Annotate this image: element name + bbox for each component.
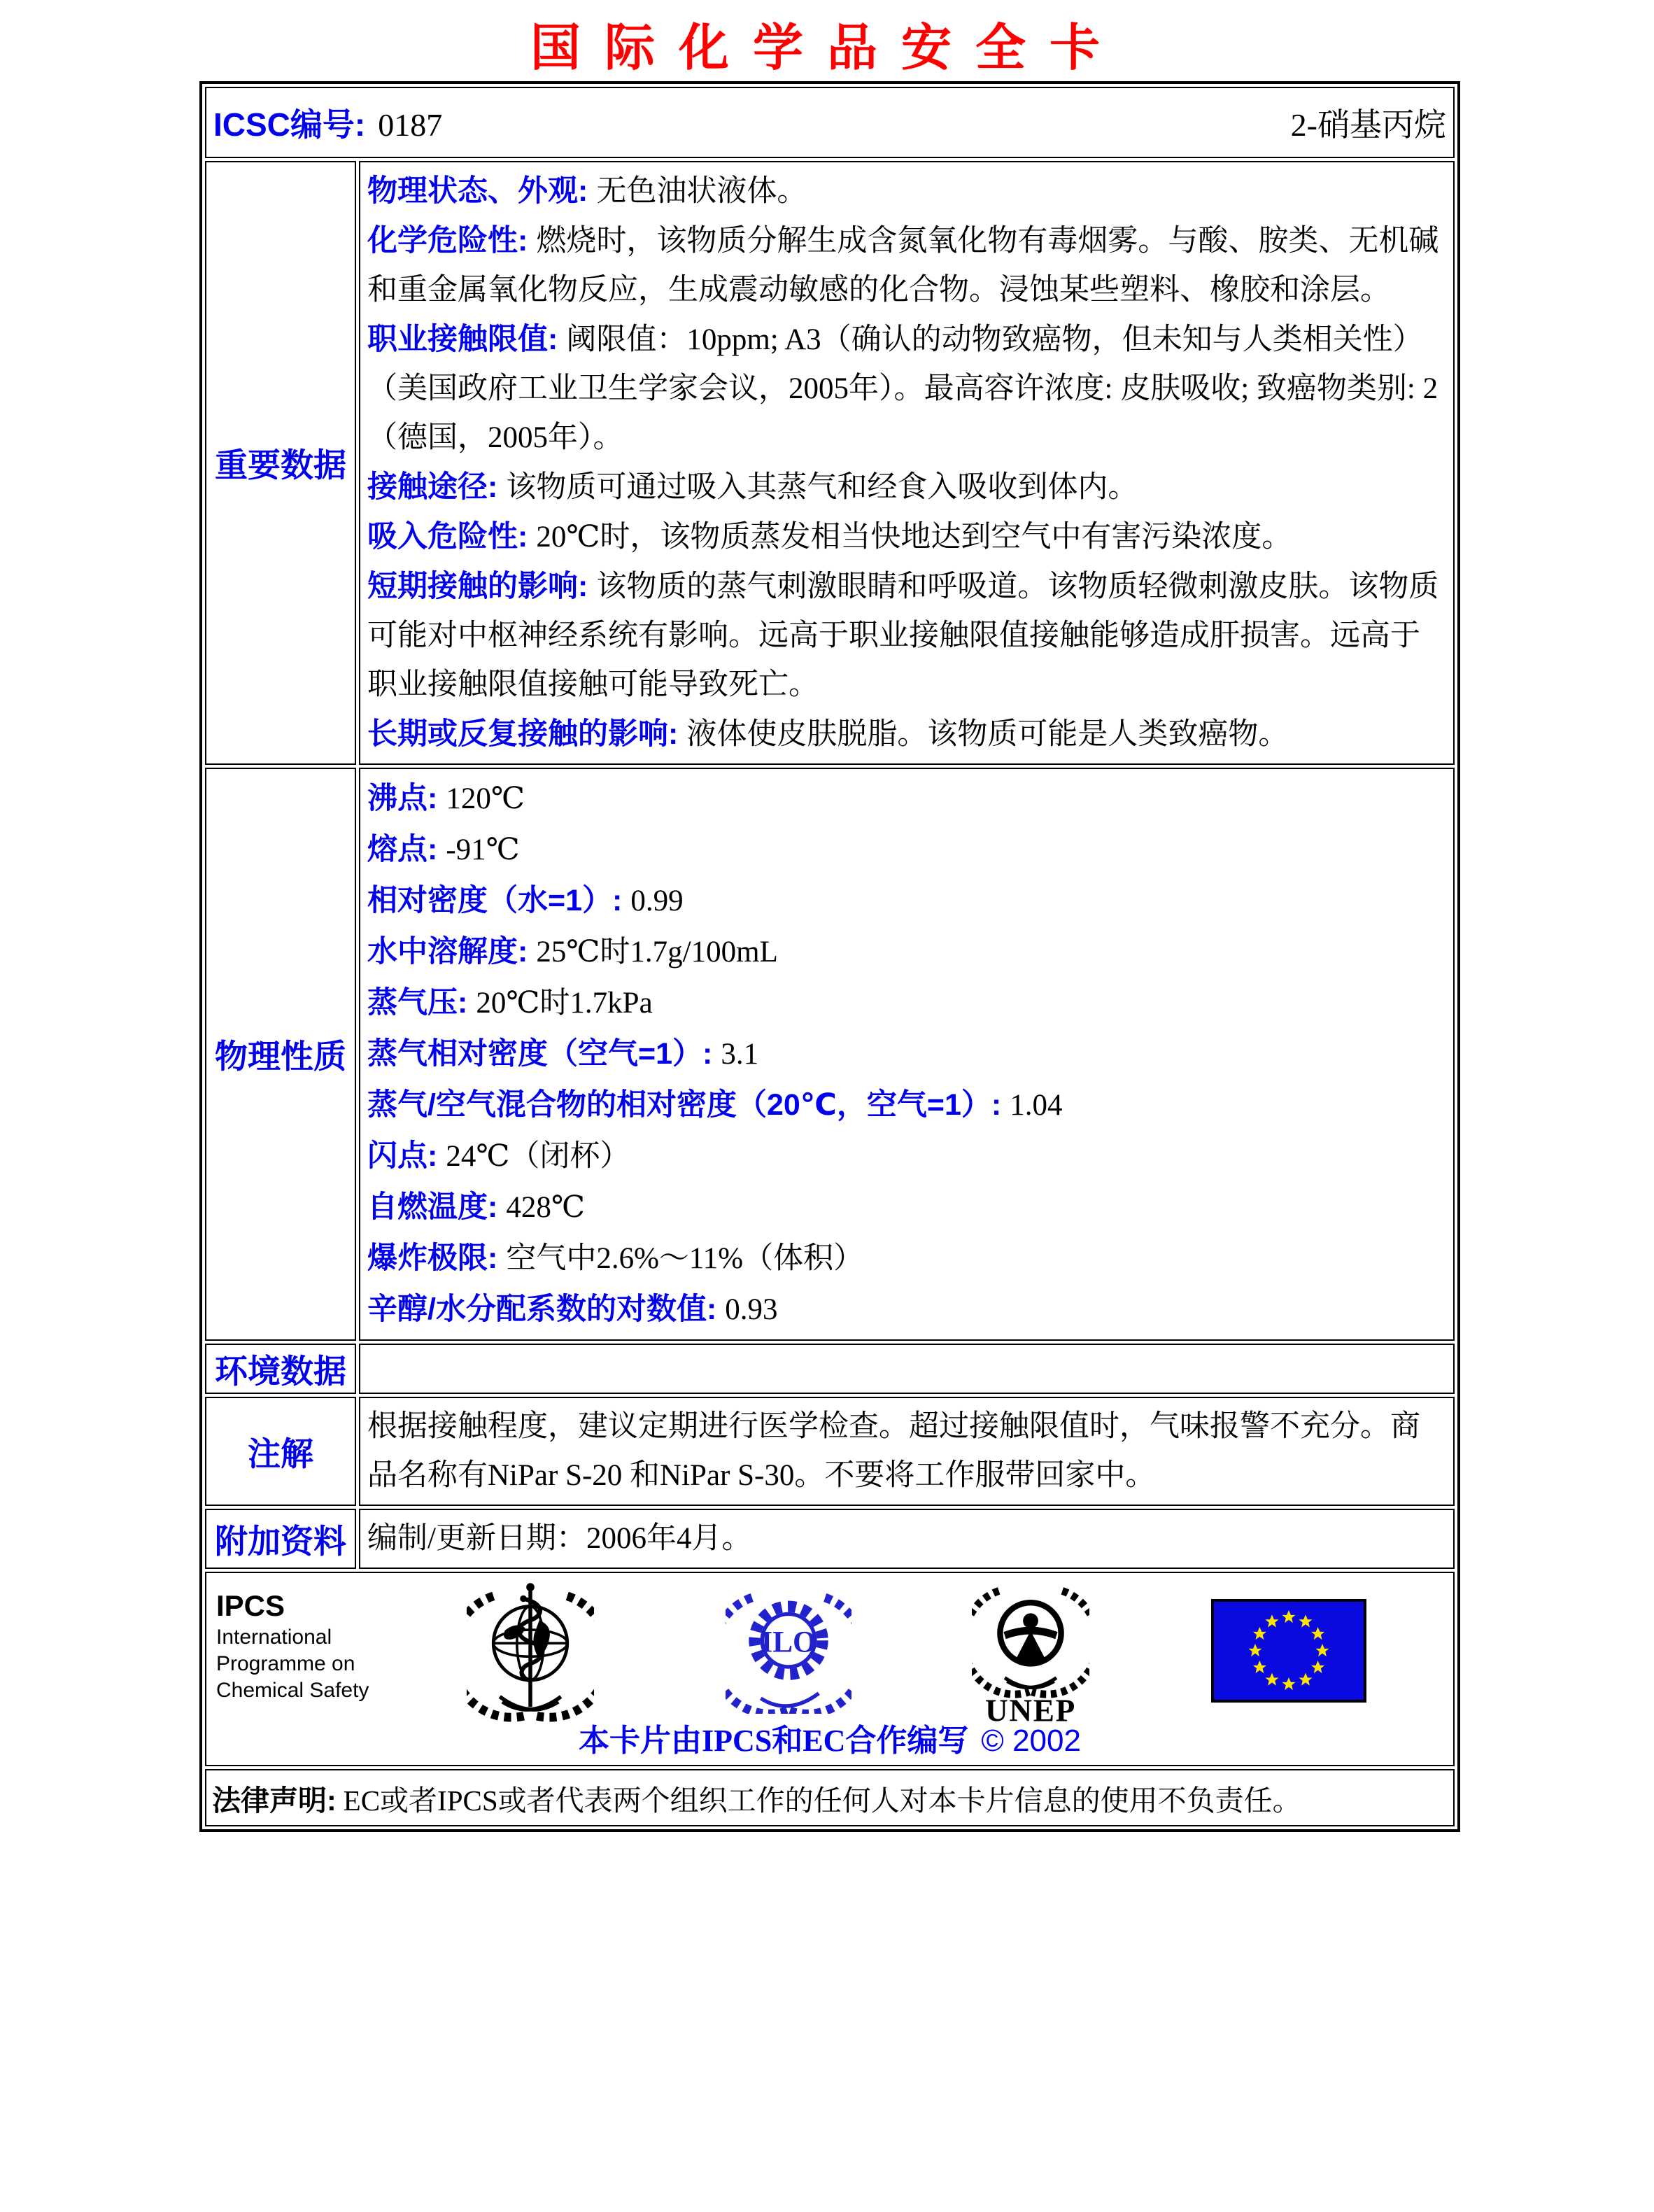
who-emblem-icon: [467, 1579, 594, 1727]
property-value: 3.1: [721, 1038, 759, 1071]
property-item: [367, 512, 1446, 562]
property-value: 1.04: [1010, 1089, 1063, 1122]
credit-text: 本卡片由IPCS和EC合作编写: [579, 1724, 969, 1758]
ipcs-line: International: [216, 1626, 332, 1649]
property-label: 接触途径:: [367, 470, 498, 504]
notes-row: [205, 1397, 1455, 1506]
ilo-letters: ILO: [761, 1626, 817, 1659]
card-header-cell: [205, 87, 1455, 158]
section-label-important-data: 重要数据: [205, 161, 356, 765]
property-value: 428℃: [506, 1191, 585, 1224]
property-value: 0.99: [630, 885, 684, 917]
eu-flag-icon: [1211, 1599, 1366, 1706]
legal-row: [205, 1769, 1455, 1826]
ipcs-line: Programme on: [216, 1652, 355, 1675]
property-item: [367, 167, 1446, 216]
page-title: 国际化学品安全卡: [530, 17, 1124, 77]
property-label: 长期或反复接触的影响:: [367, 717, 679, 751]
property-item: [367, 463, 1446, 512]
property-value: 24℃（闭杯）: [446, 1140, 630, 1173]
property-label: 水中溶解度:: [367, 935, 528, 968]
additional-info-content: [359, 1509, 1455, 1569]
property-item: [367, 1080, 1446, 1131]
property-item: [367, 216, 1446, 315]
logos-row: [205, 1572, 1455, 1766]
ipcs-abbr: IPCS: [216, 1589, 285, 1622]
property-value: -91℃: [446, 833, 520, 866]
important-data-row: [205, 161, 1455, 765]
credit-line: [206, 1715, 1453, 1760]
ilo-logo-icon: [726, 1582, 851, 1717]
additional-info-row: [205, 1509, 1455, 1569]
property-label: 物理状态、外观:: [367, 174, 588, 208]
logos-cell: [205, 1572, 1455, 1766]
card-header-row: [205, 87, 1455, 158]
property-value: 空气中2.6%～11%（体积）: [506, 1242, 864, 1275]
property-item: [367, 1182, 1446, 1233]
property-value: 阈限值：10ppm; A3（确认的动物致癌物，但未知与人类相关性）（美国政府工业卫生学家会议，2005年）。最高容许浓度: 皮肤吸收; 致癌物类别: 2（德国，2005年）。: [367, 323, 1439, 454]
property-item: [367, 824, 1446, 875]
notes-text: 根据接触程度，建议定期进行医学检查。超过接触限值时，气味报警不充分。商品名称有NiPar S-20 和NiPar S-30。不要将工作服带回家中。: [367, 1410, 1420, 1492]
property-value: 120℃: [446, 782, 525, 815]
additional-info-text: 编制/更新日期：2006年4月。: [367, 1522, 752, 1555]
property-label: 蒸气压:: [367, 986, 468, 1020]
property-label: 化学危险性:: [367, 224, 528, 258]
property-label: 闪点:: [367, 1139, 438, 1173]
property-label: 相对密度（水=1）:: [367, 884, 623, 917]
property-value: 0.93: [725, 1293, 778, 1326]
icsc-number-label: ICSC编号:: [213, 106, 366, 143]
notes-content: [359, 1397, 1455, 1506]
property-item: [367, 1131, 1446, 1182]
property-label: 熔点:: [367, 833, 438, 866]
property-item: [367, 927, 1446, 978]
property-label: 蒸气相对密度（空气=1）:: [367, 1037, 713, 1071]
unep-letters: UNEP: [985, 1693, 1076, 1727]
property-item: [367, 1233, 1446, 1284]
icsc-number-value: 0187: [378, 107, 443, 143]
legal-text: EC或者IPCS或者代表两个组织工作的任何人对本卡片信息的使用不负责任。: [343, 1784, 1301, 1817]
physical-properties-content: [359, 768, 1455, 1341]
property-item: [367, 773, 1446, 824]
property-value: 无色油状液体。: [596, 175, 807, 208]
property-value: 25℃时1.7g/100mL: [536, 936, 778, 968]
copyright-text: © 2002: [981, 1724, 1081, 1758]
property-value: 20℃时1.7kPa: [476, 987, 653, 1020]
property-label: 吸入危险性:: [367, 520, 528, 554]
physical-properties-row: [205, 768, 1455, 1341]
ipcs-line: Chemical Safety: [216, 1679, 369, 1702]
property-label: 职业接触限值:: [367, 323, 558, 356]
chemical-name: 2-硝基丙烷: [1290, 107, 1446, 143]
property-label: 短期接触的影响:: [367, 570, 588, 603]
property-value: 该物质的蒸气刺激眼睛和呼吸道。该物质轻微刺激皮肤。该物质可能对中枢神经系统有影响。远高于职业接触限值接触能够造成肝损害。远高于职业接触限值接触可能导致死亡。: [367, 570, 1439, 701]
property-item: [367, 315, 1446, 463]
property-item: [367, 1029, 1446, 1080]
section-label-physical-properties: 物理性质: [205, 768, 356, 1341]
icsc-table: [199, 81, 1460, 1832]
legal-cell: [205, 1769, 1455, 1826]
ipcs-text-block: [216, 1588, 369, 1704]
property-label: 沸点:: [367, 782, 438, 815]
icsc-number-group: [213, 99, 442, 146]
property-label: 爆炸极限:: [367, 1241, 498, 1275]
property-value: 燃烧时，该物质分解生成含氮氧化物有毒烟雾。与酸、胺类、无机碱和重金属氧化物反应，生成震动敏感的化合物。浸蚀某些塑料、橡胶和涂层。: [367, 225, 1439, 307]
section-label-environmental-data: 环境数据: [205, 1344, 356, 1394]
property-value: 液体使皮肤脱脂。该物质可能是人类致癌物。: [686, 718, 1289, 751]
property-item: [367, 562, 1446, 710]
property-value: 该物质可通过吸入其蒸气和经食入吸收到体内。: [506, 471, 1138, 504]
property-label: 辛醇/水分配系数的对数值:: [367, 1292, 717, 1326]
section-label-additional-info: 附加资料: [205, 1509, 356, 1569]
important-data-content: [359, 161, 1455, 765]
environmental-data-content: [359, 1344, 1455, 1394]
legal-label: 法律声明:: [212, 1784, 337, 1817]
property-item: [367, 1284, 1446, 1335]
property-item: [367, 875, 1446, 927]
environmental-data-row: [205, 1344, 1455, 1394]
section-label-notes: 注解: [205, 1397, 356, 1506]
property-item: [367, 710, 1446, 759]
property-label: 蒸气/空气混合物的相对密度（20℃，空气=1）:: [367, 1088, 1002, 1122]
property-item: [367, 978, 1446, 1029]
property-value: 20℃时，该物质蒸发相当快地达到空气中有害污染浓度。: [536, 521, 1292, 554]
unep-logo-icon: [972, 1578, 1089, 1731]
property-label: 自燃温度:: [367, 1190, 498, 1224]
